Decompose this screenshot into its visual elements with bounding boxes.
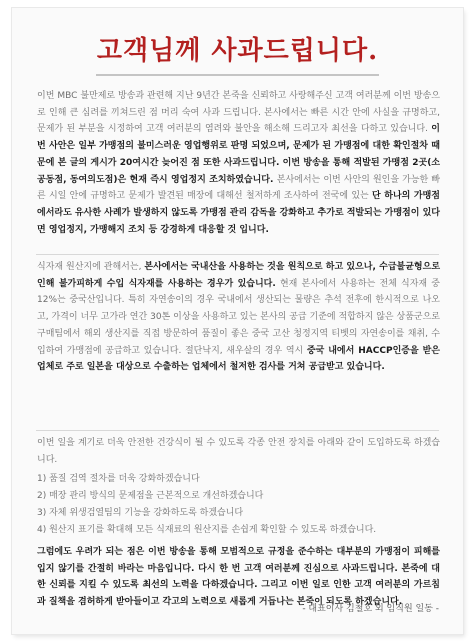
- emphasized-text: 중국 내에서 HACCP인증을 받은 업체로 주로 일본을 대상으로 수출하는 업체에서 철저한 검사를 거쳐 공급받고 있습니다.: [37, 345, 440, 373]
- divider: [36, 254, 439, 255]
- divider: [36, 430, 439, 431]
- list-item: 3) 자체 위생검열팀의 기능을 강화하도록 하겠습니다: [37, 508, 244, 518]
- emphasized-text: 이번 사안은 일부 가맹점의 불미스러운 영업행위로 판명 되었으며, 문제가 된 가맹점에 대한 확인절차 때문에 본 글의 게시가 20여시간 늦어진 점 또한 사과드립니다. 이번 방송을 통해 적발된 가맹점 2곳(소공동점, 동여의도점)은 현재 즉시 영업정지 조치하였습니다.: [37, 124, 440, 185]
- paragraph-ingredients: [37, 259, 440, 376]
- signature: - 대표이사 김철호 외 임직원 일동 -: [302, 604, 439, 614]
- body-text: 본사에서는 이번 사안의 원인을 가능한 빠른 시일 안에 규명하고 문제가 발견된 매장에 대해선 철저하게 조사하여 전국에 있는: [37, 174, 440, 202]
- body-text: 이번 MBC 불만제로 방송과 관련해 지난 9년간 본죽을 신뢰하고 사랑해주신 고객 여러분께 이번 방송으로 인해 큰 심려를 끼쳐드린 점 머리 숙여 사과 드립니다. 본사에서는 빠른 시간 안에 사실을 규명하고, 문제가 된 부분을 시정하여 고객 여러분의 염려와 불안을 해소해 드리고자 최선을 다하고 있습니다.: [37, 91, 440, 135]
- list-item: 2) 매장 관리 방식의 문제점을 근본적으로 개선하겠습니다: [37, 491, 264, 501]
- body-text: 현재 본사에서 사용하는 전체 식자재 중 12%는 중국산입니다. 특히 자연송이의 경우 국내에서 생산되는 물량은 추석 전후에 한시적으로 나오고, 가격이 너무 고가라 연간 30톤 이상을 사용하고 있는 본사의 공급 기준에 적합하지 않은 상품군으로 구매팀에서 해외 생산지를 직접 방문하여 품질이 좋은 중국 고산 청정지역 티벳의 자연송이를 채취, 수입하여 가맹점에 공급하고 있습니다. 절단낙지, 새우살의 경우 역시: [37, 278, 440, 356]
- page-title: 고객님께 사과드립니다.: [96, 36, 379, 66]
- body-text: 식자재 원산지에 관해서는,: [37, 262, 145, 272]
- notice-sheet: [12, 8, 463, 634]
- title-divider: [96, 74, 379, 76]
- list-item: 1) 품질 검역 절차를 더욱 강화하겠습니다: [37, 474, 200, 484]
- list-item: 4) 원산지 표기를 확대해 모든 식재료의 원산지를 손쉽게 확인할 수 있도록 하겠습니다.: [37, 525, 377, 535]
- paragraph-apology: [37, 88, 440, 238]
- emphasized-text: 단 하나의 가맹점에서라도 유사한 사례가 발생하지 않도록 가맹점 관리 감독을 강화하고 추가로 적발되는 가맹점이 있다면 영업정지, 가맹해지 조치 등 강경하게 대응할 것 입니다.: [37, 191, 440, 235]
- emphasized-text: 본사에서는 국내산을 사용하는 것을 원칙으로 하고 있으나, 수급불균형으로 인해 불가피하게 수입 식자재를 사용하는 경우가 있습니다.: [37, 262, 441, 289]
- paragraph-measures: 이번 일을 계기로 더욱 안전한 건강식이 될 수 있도록 각종 안전 장치를 아래와 같이 도입하도록 하겠습니다.: [37, 438, 440, 465]
- paragraph-closing: 그럼에도 우려가 되는 점은 이번 방송을 통해 모범적으로 규정을 준수하는 대부분의 가맹점이 피해를 입지 않기를 간절히 바라는 마음입니다. 다시 한 번 고객 여러분께 진심으로 사과드립니다. 본죽에 대한 신뢰를 지킬 수 있도록 최선의 노력을 다하겠습니다. 그리고 이번 일로 인한 고객 여러분의 가르침과 질책을 겸허하게 받아들이고 각고의 노력으로 새롭게 거듭나는 본죽이 되도록 하겠습니다.: [37, 547, 440, 608]
